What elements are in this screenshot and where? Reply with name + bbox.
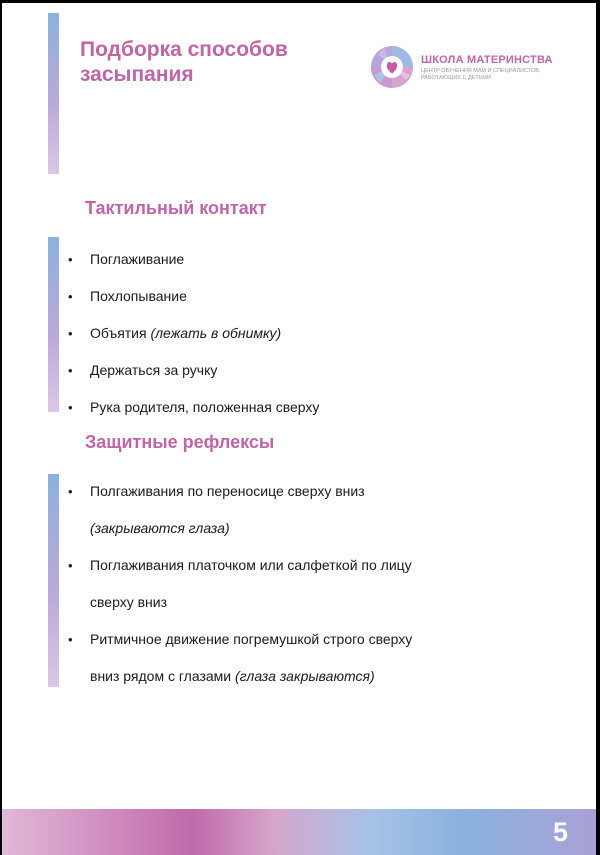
heart-mosaic-icon	[370, 45, 414, 89]
logo-subtitle-line-2: РАБОТАЮЩИХ С ДЕТЬМИ	[421, 75, 491, 81]
page-title-line-1: Подборка способов	[80, 38, 288, 61]
list-item: • Полгаживания по переносице сверху вниз (закрываются глаза)	[68, 483, 365, 536]
list-item: • Держаться за ручку	[68, 362, 218, 378]
logo-name: ШКОЛА МАТЕРИНСТВА	[421, 54, 553, 66]
section-heading-tactile: Тактильный контакт	[85, 198, 267, 218]
logo-subtitle-line-1: ЦЕНТР ОБУЧЕНИЯ МАМ И СПЕЦИАЛИСТОВ,	[421, 68, 541, 74]
list-item: • Поглаживание	[68, 251, 185, 267]
school-logo	[370, 45, 560, 95]
document-page	[2, 3, 596, 855]
page-title	[80, 37, 288, 87]
list-item: • Объятия (лежать в обнимку)	[68, 325, 282, 341]
page-title-line-2: засыпания	[80, 63, 194, 86]
list-item: • Ритмичное движение погремушкой строго сверху вниз рядом с глазами (глаза закрываются)	[68, 631, 413, 684]
title-accent-bar	[48, 13, 59, 174]
section-accent-bar	[48, 474, 59, 687]
logo-subtitle	[421, 68, 553, 82]
list-item: • Поглаживания платочком или салфеткой по лицу сверху вниз	[68, 557, 412, 610]
list-item: • Рука родителя, положенная сверху	[68, 399, 320, 415]
section-accent-bar	[48, 237, 59, 412]
reflexes-list	[68, 473, 412, 695]
page-number: 5	[552, 817, 568, 847]
list-item: • Похлопывание	[68, 288, 187, 304]
tactile-list	[68, 241, 319, 426]
section-heading-reflexes: Защитные рефлексы	[85, 432, 275, 452]
footer-gradient-band	[2, 809, 596, 855]
